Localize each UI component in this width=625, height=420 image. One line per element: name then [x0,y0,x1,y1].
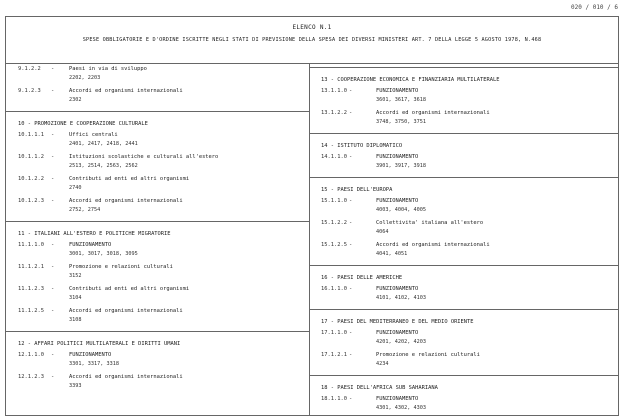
chapter-description: Uffici centrali [69,132,118,138]
section-rule [310,372,618,379]
chapter-numbers-row [310,339,618,350]
right-column [310,64,618,416]
chapter-numbers-row [6,251,309,262]
chapter-description: Accordi ed organismi internazionali [69,374,183,380]
dash-separator: - [349,396,353,402]
dash-separator: - [51,154,55,160]
chapter-entry [6,306,309,317]
dash-separator: - [51,242,55,248]
section-rule [310,306,618,313]
dash-separator: - [51,308,55,314]
chapter-numbers-row [310,361,618,372]
chapter-entry [6,86,309,97]
chapter-entry [310,218,618,229]
chapter-numbers: 2740 [69,185,82,191]
chapter-numbers-row [310,295,618,306]
section-heading [310,313,618,328]
chapter-numbers: 4064 [376,229,389,235]
chapter-numbers: 4041, 4051 [376,251,408,257]
dash-separator: - [51,66,55,72]
chapter-code: 15.1.2.2 [321,220,347,226]
document-subtitle: SPESE OBBLIGATORIE E D'ORDINE ISCRITTE NEGLI STATI DI PREVISIONE DELLA SPESA DEI DIVERSI MINISTERI ART. 7 DELLA LEGGE 5 AGOSTO 1978, N.468 [82,37,542,43]
chapter-description: Collettivita' italiana all'estero [376,220,484,226]
chapter-description: FUNZIONAMENTO [376,198,419,204]
chapter-numbers-row [6,361,309,372]
chapter-code: 10.1.1.2 [18,154,44,160]
chapter-description: FUNZIONAMENTO [376,330,419,336]
dash-separator: - [349,352,353,358]
chapter-code: 17.1.1.0 [321,330,347,336]
dash-separator: - [349,286,353,292]
chapter-code: 13.1.2.2 [321,110,347,116]
chapter-code: 11.1.1.0 [18,242,44,248]
section-heading [310,137,618,152]
dash-separator: - [349,198,353,204]
dash-separator: - [349,154,353,160]
chapter-numbers-row [6,295,309,306]
chapter-numbers-row [6,75,309,86]
chapter-code: 17.1.2.1 [321,352,347,358]
chapter-description: FUNZIONAMENTO [376,88,419,94]
chapter-numbers-row [310,163,618,174]
chapter-code: 15.1.2.5 [321,242,347,248]
chapter-numbers-row [310,97,618,108]
chapter-numbers: 3001, 3017, 3018, 3095 [69,251,138,257]
section-heading [310,269,618,284]
chapter-numbers: 4234 [376,361,389,367]
section-heading [310,379,618,394]
dash-separator: - [349,242,353,248]
dash-separator: - [51,374,55,380]
section-rule [310,174,618,181]
section-heading [310,71,618,86]
chapter-numbers-row [310,119,618,130]
chapter-numbers-row [310,251,618,262]
chapter-numbers: 3108 [69,317,82,323]
chapter-description: Istituzioni scolastiche e culturali all'estero [69,154,219,160]
chapter-numbers: 2513, 2514, 2563, 2562 [69,163,138,169]
chapter-entry [6,240,309,251]
chapter-numbers: 3152 [69,273,82,279]
section-heading [310,181,618,196]
chapter-description: Contributi ad enti ed altri organismi [69,176,190,182]
chapter-code: 12.1.2.3 [18,374,44,380]
page-reference: 020 / 010 / 6 [571,4,618,11]
chapter-numbers: 3393 [69,383,82,389]
chapter-entry [6,174,309,185]
section-rule [6,328,309,335]
section-title: 12 - AFFARI POLITICI MULTILATERALI E DIRITTI UMANI [18,341,181,347]
chapter-numbers: 2302 [69,97,82,103]
chapter-description: Promozione e relazioni culturali [376,352,480,358]
document-title: ELENCO N.1 [292,24,332,31]
dash-separator: - [51,286,55,292]
chapter-numbers-row [6,273,309,284]
section-title: 11 - ITALIANI ALL'ESTERO E POLITICHE MIGRATORIE [18,231,171,237]
chapter-entry [310,196,618,207]
chapter-entry [6,284,309,295]
chapter-numbers-row [6,141,309,152]
chapter-code: 15.1.1.0 [321,198,347,204]
left-column [6,64,309,394]
chapter-code: 18.1.1.0 [321,396,347,402]
chapter-numbers: 3601, 3617, 3618 [376,97,426,103]
chapter-code: 11.1.2.3 [18,286,44,292]
chapter-code: 9.1.2.2 [18,66,41,72]
chapter-description: Paesi in via di sviluppo [69,66,147,72]
chapter-entry [310,284,618,295]
chapter-numbers: 4003, 4004, 4005 [376,207,426,213]
section-title: 15 - PAESI DELL'EUROPA [321,187,393,193]
chapter-description: Contributi ad enti ed altri organismi [69,286,190,292]
chapter-entry [310,328,618,339]
dash-separator: - [349,88,353,94]
chapter-entry [6,262,309,273]
section-heading [6,335,309,350]
chapter-numbers-row [310,229,618,240]
chapter-description: Promozione e relazioni culturali [69,264,173,270]
chapter-entry [6,350,309,361]
chapter-numbers: 2202, 2203 [69,75,101,81]
chapter-code: 10.1.2.3 [18,198,44,204]
chapter-description: FUNZIONAMENTO [376,154,419,160]
dash-separator: - [349,330,353,336]
dash-separator: - [51,88,55,94]
section-title: 13 - COOPERAZIONE ECONOMICA E FINANZIARIA MULTILATERALE [321,77,500,83]
chapter-numbers-row [310,207,618,218]
chapter-code: 10.1.2.2 [18,176,44,182]
chapter-description: FUNZIONAMENTO [69,352,112,358]
chapter-description: Accordi ed organismi internazionali [69,88,183,94]
chapter-description: Accordi ed organismi internazionali [69,198,183,204]
dash-separator: - [51,132,55,138]
chapter-entry [310,394,618,405]
dash-separator: - [51,352,55,358]
section-title: 17 - PAESI DEL MEDITERRANEO E DEL MEDIO ORIENTE [321,319,474,325]
chapter-description: Accordi ed organismi internazionali [376,110,490,116]
chapter-numbers-row [6,383,309,394]
chapter-numbers: 4201, 4202, 4203 [376,339,426,345]
chapter-numbers: 3901, 3917, 3918 [376,163,426,169]
dash-separator: - [349,110,353,116]
chapter-entry [6,372,309,383]
chapter-description: Accordi ed organismi internazionali [376,242,490,248]
section-title: 18 - PAESI DELL'AFRICA SUB SAHARIANA [321,385,438,391]
chapter-numbers: 3301, 3317, 3318 [69,361,119,367]
section-rule [310,64,618,71]
chapter-entry [6,130,309,141]
dash-separator: - [51,198,55,204]
dash-separator: - [51,176,55,182]
section-rule [6,218,309,225]
section-rule [310,130,618,137]
document-frame [5,16,619,416]
chapter-numbers: 3104 [69,295,82,301]
chapter-numbers: 2752, 2754 [69,207,101,213]
chapter-entry [310,350,618,361]
dash-separator: - [349,220,353,226]
chapter-description: Accordi ed organismi internazionali [69,308,183,314]
chapter-description: FUNZIONAMENTO [376,396,419,402]
chapter-numbers: 2401, 2417, 2418, 2441 [69,141,138,147]
section-title: 10 - PROMOZIONE E COOPERAZIONE CULTURALE [18,121,148,127]
chapter-entry [310,240,618,251]
chapter-code: 13.1.1.0 [321,88,347,94]
chapter-numbers: 3748, 3750, 3751 [376,119,426,125]
chapter-numbers-row [6,317,309,328]
chapter-numbers: 4101, 4102, 4103 [376,295,426,301]
chapter-entry [6,152,309,163]
chapter-entry [6,196,309,207]
chapter-code: 9.1.2.3 [18,88,41,94]
chapter-numbers-row [6,207,309,218]
chapter-numbers-row [6,185,309,196]
chapter-entry [310,108,618,119]
chapter-numbers-row [6,97,309,108]
chapter-code: 11.1.2.1 [18,264,44,270]
section-heading [6,115,309,130]
chapter-code: 11.1.2.5 [18,308,44,314]
chapter-numbers: 4301, 4302, 4303 [376,405,426,411]
chapter-entry [310,86,618,97]
section-title: 14 - ISTITUTO DIPLOMATICO [321,143,403,149]
section-heading [6,225,309,240]
chapter-entry [6,64,309,75]
chapter-code: 12.1.1.0 [18,352,44,358]
section-rule [6,108,309,115]
chapter-entry [310,152,618,163]
document-body [6,64,618,416]
document-header [6,17,618,64]
chapter-description: FUNZIONAMENTO [69,242,112,248]
dash-separator: - [51,264,55,270]
section-rule [310,262,618,269]
chapter-numbers-row [310,405,618,416]
chapter-numbers-row [6,163,309,174]
chapter-code: 14.1.1.0 [321,154,347,160]
section-title: 16 - PAESI DELLE AMERICHE [321,275,403,281]
chapter-description: FUNZIONAMENTO [376,286,419,292]
chapter-code: 16.1.1.0 [321,286,347,292]
chapter-code: 10.1.1.1 [18,132,44,138]
